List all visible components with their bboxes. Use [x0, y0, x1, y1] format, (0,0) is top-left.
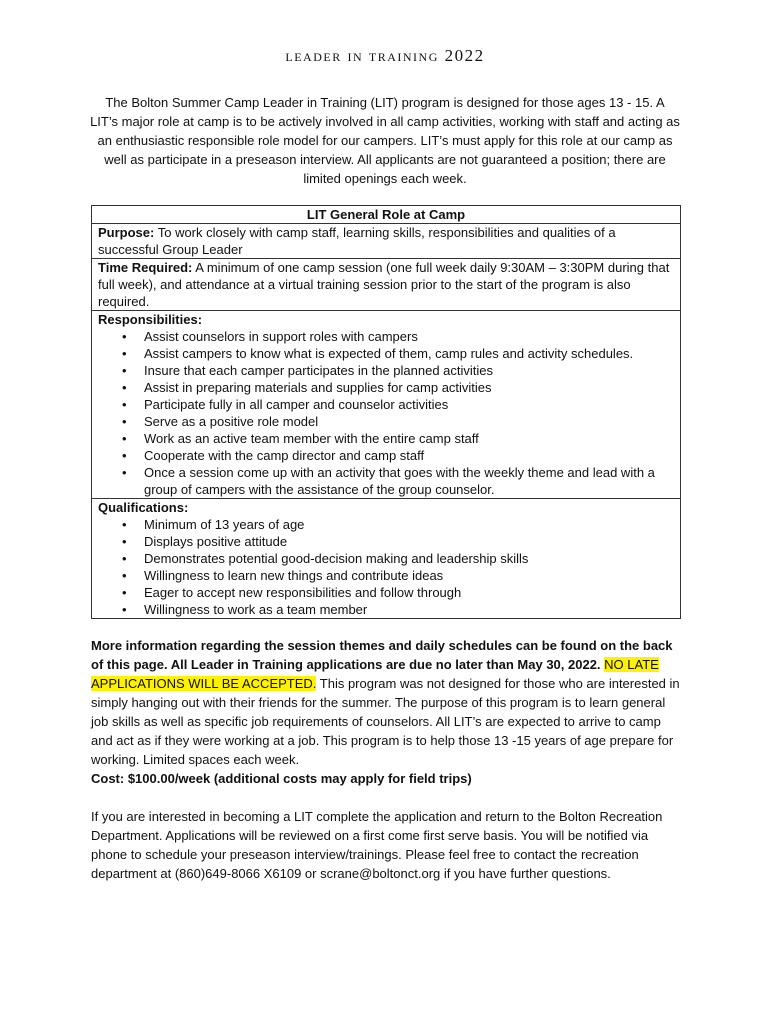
cost-line: Cost: $100.00/week (additional costs may apply for field trips) [91, 771, 472, 786]
list-item: • Serve as a positive role model [144, 413, 674, 430]
role-table [91, 205, 681, 619]
list-item: • Demonstrates potential good-decision making and leadership skills [144, 550, 674, 567]
purpose-section [92, 224, 680, 259]
time-required-text: A minimum of one camp session (one full week daily 9:30AM – 3:30PM during that full week), and attendance at a virtual training session prior to the start of the program is also required. [98, 260, 670, 309]
qualifications-section [92, 499, 680, 618]
list-item: • Assist in preparing materials and supplies for camp activities [144, 379, 674, 396]
more-info-paragraph [91, 636, 681, 788]
list-item: • Work as an active team member with the entire camp staff [144, 430, 674, 447]
list-item: • Assist counselors in support roles with campers [144, 328, 674, 345]
responsibilities-section [92, 311, 680, 499]
list-item: • Assist campers to know what is expected of them, camp rules and activity schedules. [144, 345, 674, 362]
page-title: leader in training 2022 [285, 46, 485, 65]
time-required-section [92, 259, 680, 311]
list-item: • Participate fully in all camper and counselor activities [144, 396, 674, 413]
responsibilities-label: Responsibilities: [98, 312, 203, 327]
list-item: • Minimum of 13 years of age [144, 516, 674, 533]
list-item: • Willingness to learn new things and contribute ideas [144, 567, 674, 584]
more-info-body: This program was not designed for those who are interested in simply hanging out with their friends for the summer. The purpose of this program is to learn general job skills as well as specific job requirements of counselors. All LIT’s are expected to arrive to camp and act as if they were working at a job. This program is to help those 13 -15 years of age prepare for working. Limited spaces each week. [91, 676, 680, 767]
qualifications-label: Qualifications: [98, 500, 189, 515]
more-info-bold: More information regarding the session themes and daily schedules can be found on the back of this page. All Leader in Training applications are due no later than May 30, 2022. [91, 638, 673, 672]
no-late-highlight: NO LATE APPLICATIONS WILL BE ACCEPTED. [91, 657, 659, 691]
interest-paragraph: If you are interested in becoming a LIT complete the application and return to the Bolton Recreation Department. Applications will be reviewed on a first come first serve basis. You will be notified via phone to schedule your preseason interview/trainings. Please feel free to contact the recreation department at (860)649-8066 X6109 or scrane@boltonct.org if you have further questions. [91, 809, 663, 881]
responsibilities-list [98, 328, 674, 498]
role-table-heading: LIT General Role at Camp [92, 206, 680, 224]
list-item: • Willingness to work as a team member [144, 601, 674, 618]
list-item: • Insure that each camper participates in the planned activities [144, 362, 674, 379]
purpose-text: To work closely with camp staff, learning skills, responsibilities and qualities of a successful Group Leader [98, 225, 616, 257]
list-item: • Cooperate with the camp director and camp staff [144, 447, 674, 464]
intro-paragraph: The Bolton Summer Camp Leader in Training (LIT) program is designed for those ages 13 - 15. A LIT’s major role at camp is to be actively involved in all camp activities, working with staff and acting as an enthusiastic responsible role model for our campers. LIT’s must apply for this role at our camp as well as participate in a preseason interview. All applicants are not guaranteed a position; there are limited openings each week. [90, 95, 680, 186]
qualifications-list [98, 516, 674, 618]
purpose-label: Purpose: [98, 225, 155, 240]
list-item: • Eager to accept new responsibilities and follow through [144, 584, 674, 601]
list-item: • Once a session come up with an activity that goes with the weekly theme and lead with a group of campers with the assistance of the group counselor. [144, 464, 674, 498]
list-item: • Displays positive attitude [144, 533, 674, 550]
time-required-label: Time Required: [98, 260, 193, 275]
